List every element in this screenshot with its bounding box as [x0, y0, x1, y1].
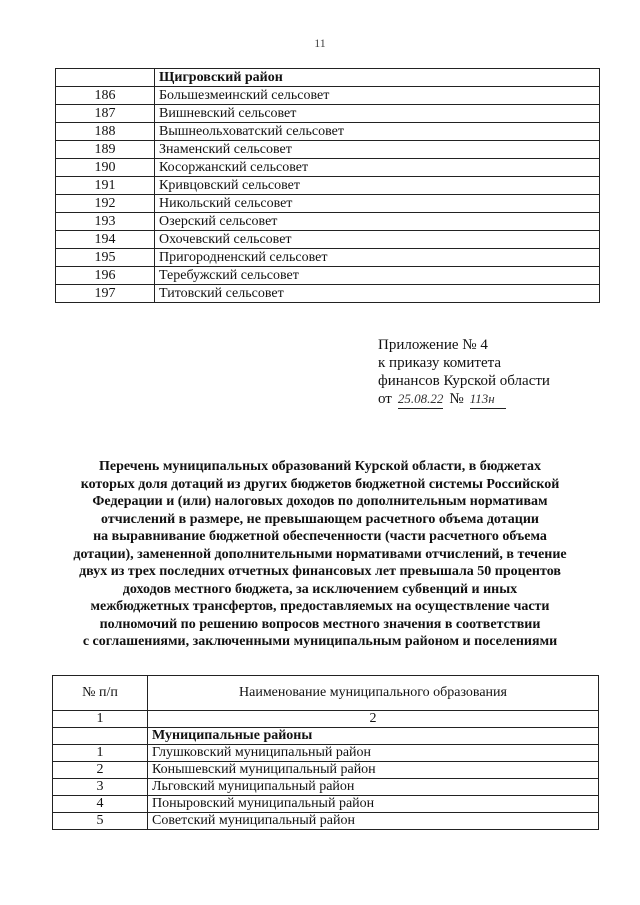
- row-number: 189: [56, 141, 155, 159]
- col-index-1: 1: [53, 711, 148, 728]
- table-row: [56, 105, 600, 123]
- handwritten-date: 25.08.22: [398, 390, 444, 409]
- row-number: 187: [56, 105, 155, 123]
- row-name: Большезмеинский сельсовет: [155, 87, 600, 105]
- row-number: 186: [56, 87, 155, 105]
- table-row: [56, 231, 600, 249]
- empty-cell: [56, 69, 155, 87]
- table-row: [56, 249, 600, 267]
- title-line: Перечень муниципальных образований Курской области, в бюджетах: [98, 459, 541, 474]
- row-name: Конышевский муниципальный район: [148, 762, 599, 779]
- title-line: Федерации и (или) налоговых доходов по дополнительным нормативам: [92, 494, 548, 509]
- table-row: [56, 213, 600, 231]
- table-row: [56, 159, 600, 177]
- row-name: Вышнеольховатский сельсовет: [155, 123, 600, 141]
- row-name: Льговский муниципальный район: [148, 779, 599, 796]
- row-name: Пригородненский сельсовет: [155, 249, 600, 267]
- row-name: Глушковский муниципальный район: [148, 745, 599, 762]
- table-row: [53, 762, 599, 779]
- districts-table-shchigry: [55, 68, 600, 303]
- number-sign: №: [449, 391, 464, 407]
- table-row: [56, 177, 600, 195]
- section-title: Муниципальные районы: [148, 728, 599, 745]
- row-number: 191: [56, 177, 155, 195]
- appendix-line-2: к приказу комитета: [378, 355, 502, 371]
- table-row: [56, 285, 600, 303]
- row-name: Знаменский сельсовет: [155, 141, 600, 159]
- handwritten-order-number: 113н: [470, 390, 506, 409]
- col-name-header: Наименование муниципального образования: [148, 676, 599, 711]
- column-index-row: [53, 711, 599, 728]
- municipal-districts-table: [52, 675, 599, 830]
- row-name: Косоржанский сельсовет: [155, 159, 600, 177]
- table-row: [53, 779, 599, 796]
- row-name: Теребужский сельсовет: [155, 267, 600, 285]
- title-line: доходов местного бюджета, за исключением субвенций и иных: [122, 581, 518, 597]
- row-number: 2: [53, 762, 148, 779]
- row-name: Никольский сельсовет: [155, 195, 600, 213]
- title-line: на выравнивание бюджетной обеспеченности (части расчетного объема: [93, 529, 547, 544]
- row-name: Охочевский сельсовет: [155, 231, 600, 249]
- row-name: Кривцовский сельсовет: [155, 177, 600, 195]
- row-number: 5: [53, 813, 148, 830]
- row-name: Советский муниципальный район: [148, 813, 599, 830]
- table-header-row: [56, 69, 600, 87]
- col-number-header: № п/п: [53, 676, 148, 711]
- row-number: 196: [56, 267, 155, 285]
- row-name: Вишневский сельсовет: [155, 105, 600, 123]
- row-number: 190: [56, 159, 155, 177]
- section-row: [53, 728, 599, 745]
- table-row: [56, 267, 600, 285]
- row-number: 192: [56, 195, 155, 213]
- row-number: 188: [56, 123, 155, 141]
- page-number: 11: [314, 36, 326, 50]
- col-index-2: 2: [148, 711, 599, 728]
- appendix-line-3: финансов Курской области: [378, 373, 550, 389]
- row-number: 194: [56, 231, 155, 249]
- district-name-header: Щигровский район: [155, 69, 600, 87]
- title-line: межбюджетных трансфертов, предоставляемых на осуществление части: [90, 599, 550, 614]
- from-label: от: [378, 391, 392, 407]
- row-name: Поныровский муниципальный район: [148, 796, 599, 813]
- table-row: [56, 195, 600, 213]
- row-number: 4: [53, 796, 148, 813]
- empty-cell: [53, 728, 148, 745]
- table-row: [56, 141, 600, 159]
- appendix-line-1: Приложение № 4: [378, 337, 488, 353]
- row-number: 197: [56, 285, 155, 303]
- table-row: [53, 796, 599, 813]
- title-line: с соглашениями, заключенными муниципальным районом и поселениями: [82, 634, 558, 649]
- appendix-block: [378, 336, 550, 409]
- row-number: 1: [53, 745, 148, 762]
- title-line: полномочий по решению вопросов местного значения в соответствии: [99, 616, 541, 632]
- table-row: [56, 123, 600, 141]
- title-line: двух из трех последних отчетных финансовых лет превышала 50 процентов: [79, 564, 561, 579]
- row-number: 193: [56, 213, 155, 231]
- appendix-date-line: [378, 390, 550, 409]
- table-header-row: [53, 676, 599, 711]
- table-row: [53, 813, 599, 830]
- row-number: 195: [56, 249, 155, 267]
- table-row: [56, 87, 600, 105]
- list-title: [30, 458, 610, 651]
- row-number: 3: [53, 779, 148, 796]
- title-line: которых доля дотаций из других бюджетов бюджетной системы Российской: [80, 476, 560, 492]
- title-line: дотации), замененной дополнительными нормативами отчислений, в течение: [73, 546, 567, 562]
- row-name: Озерский сельсовет: [155, 213, 600, 231]
- row-name: Титовский сельсовет: [155, 285, 600, 303]
- table-row: [53, 745, 599, 762]
- title-line: отчислений в размере, не превышающем расчетного объема дотации: [101, 511, 539, 527]
